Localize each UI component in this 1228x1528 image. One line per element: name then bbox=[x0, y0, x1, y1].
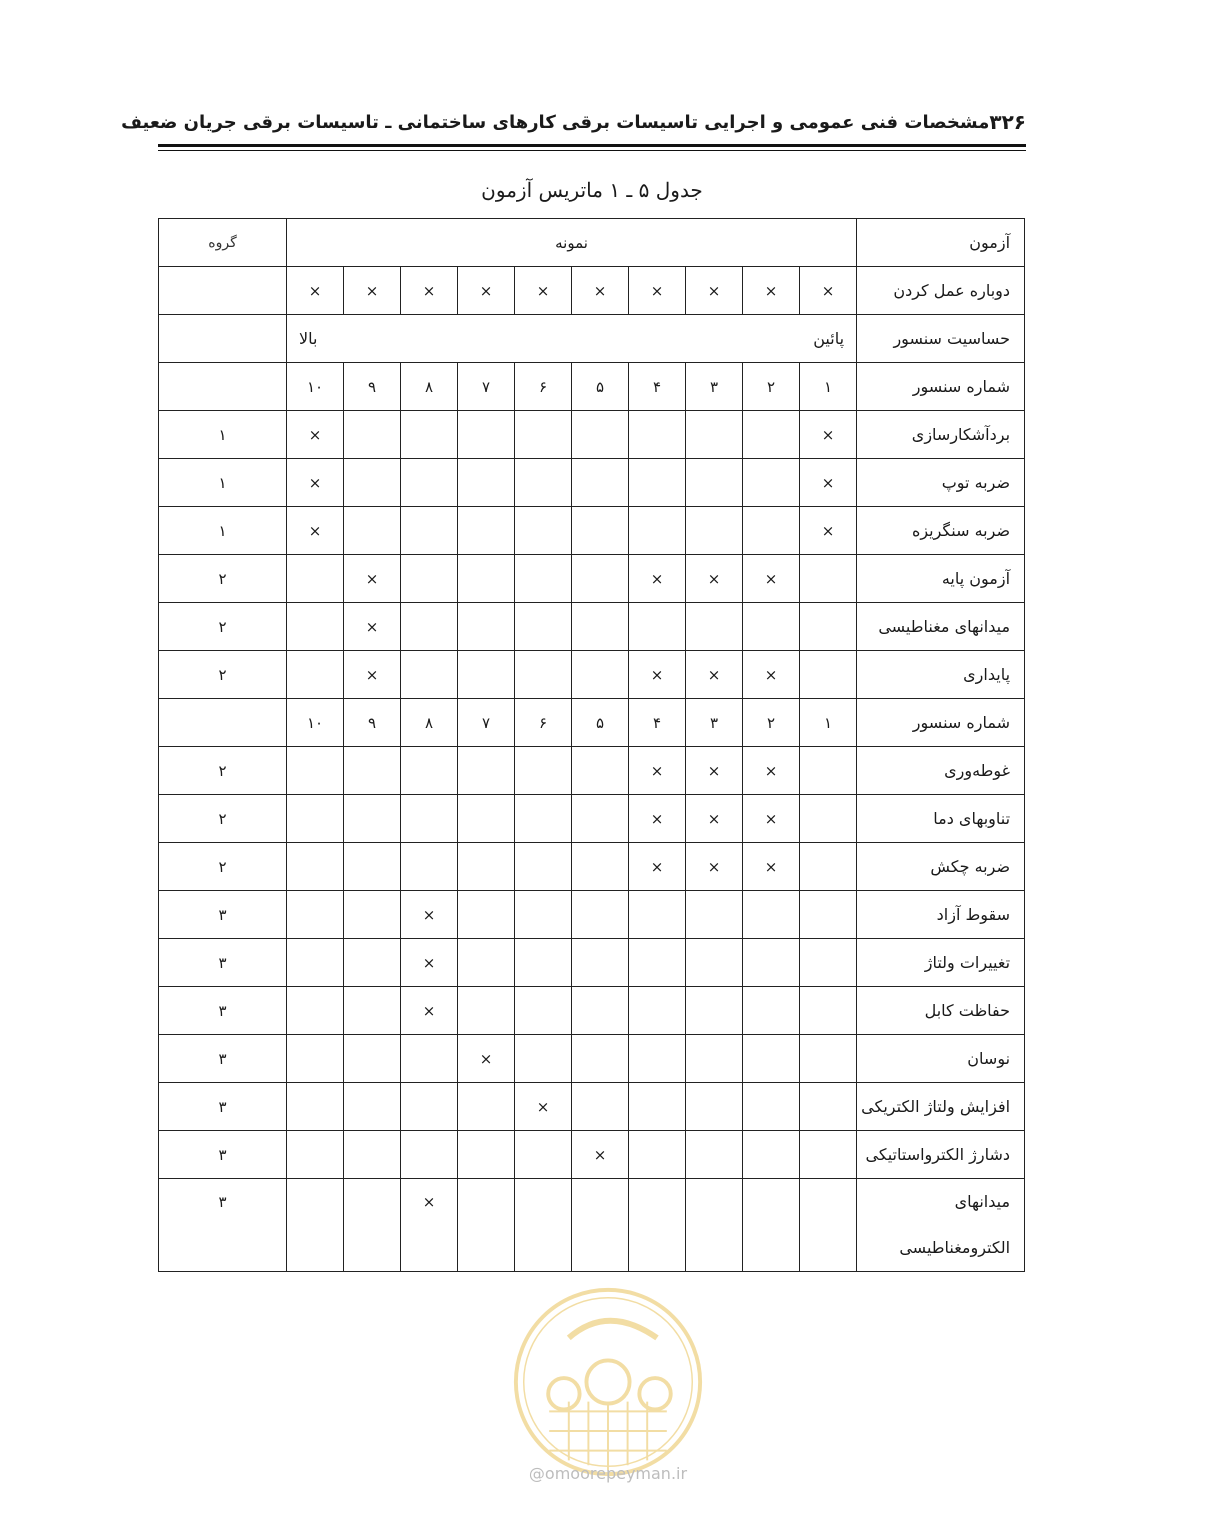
sensor-number-cell: ۹ bbox=[344, 363, 401, 411]
mark-cell bbox=[458, 1179, 515, 1272]
table-row bbox=[159, 267, 1025, 315]
mark-cell: × bbox=[344, 603, 401, 651]
running-title: مشخصات فنی عمومی و اجرایی تاسیسات برقی کارهای ساختمانی ـ تاسیسات برقی جریان ضعیف bbox=[121, 111, 990, 133]
mark-cell bbox=[344, 1179, 401, 1272]
mark-cell bbox=[800, 555, 857, 603]
mark-cell bbox=[287, 1131, 344, 1179]
mark-cell: × bbox=[287, 267, 344, 315]
mark-cell bbox=[287, 603, 344, 651]
mark-cell: × bbox=[515, 1083, 572, 1131]
row-label: نوسان bbox=[857, 1035, 1025, 1083]
row-label: پایداری bbox=[857, 651, 1025, 699]
group-cell bbox=[159, 363, 287, 411]
group-cell: ۳ bbox=[159, 1131, 287, 1179]
sensor-number-cell: ۶ bbox=[515, 699, 572, 747]
mark-cell bbox=[458, 507, 515, 555]
mark-cell: × bbox=[287, 459, 344, 507]
mark-cell bbox=[515, 555, 572, 603]
mark-cell bbox=[458, 795, 515, 843]
sensor-number-cell: ۶ bbox=[515, 363, 572, 411]
row-label: ضربه سنگریزه bbox=[857, 507, 1025, 555]
table-row bbox=[159, 507, 1025, 555]
mark-cell bbox=[287, 555, 344, 603]
group-cell: ۲ bbox=[159, 603, 287, 651]
sensor-number-cell: ۵ bbox=[572, 363, 629, 411]
row-label: دوباره عمل کردن bbox=[857, 267, 1025, 315]
mark-cell: × bbox=[629, 651, 686, 699]
mark-cell bbox=[401, 651, 458, 699]
mark-cell: × bbox=[458, 267, 515, 315]
mark-cell bbox=[458, 1131, 515, 1179]
mark-cell: × bbox=[287, 507, 344, 555]
group-cell: ۳ bbox=[159, 1083, 287, 1131]
mark-cell bbox=[287, 843, 344, 891]
mark-cell bbox=[515, 1179, 572, 1272]
mark-cell bbox=[515, 459, 572, 507]
group-cell: ۳ bbox=[159, 1035, 287, 1083]
row-label: ضربه چکش bbox=[857, 843, 1025, 891]
mark-cell bbox=[515, 843, 572, 891]
mark-cell: × bbox=[344, 267, 401, 315]
mark-cell bbox=[743, 1083, 800, 1131]
row-label-line: میدانهای bbox=[954, 1192, 1011, 1211]
mark-cell bbox=[800, 987, 857, 1035]
mark-cell bbox=[686, 987, 743, 1035]
mark-cell bbox=[743, 507, 800, 555]
row-label: بردآشکارسازی bbox=[857, 411, 1025, 459]
mark-cell bbox=[629, 411, 686, 459]
mark-cell: × bbox=[800, 267, 857, 315]
group-cell bbox=[159, 315, 287, 363]
sensitivity-high: بالا bbox=[299, 329, 318, 348]
mark-cell bbox=[515, 411, 572, 459]
group-cell: ۲ bbox=[159, 555, 287, 603]
mark-cell: × bbox=[344, 651, 401, 699]
group-cell bbox=[159, 267, 287, 315]
table-row bbox=[159, 411, 1025, 459]
row-label: آزمون پایه bbox=[857, 555, 1025, 603]
mark-cell: × bbox=[686, 651, 743, 699]
table-row bbox=[159, 1035, 1025, 1083]
mark-cell bbox=[572, 795, 629, 843]
mark-cell bbox=[686, 891, 743, 939]
mark-cell: × bbox=[629, 267, 686, 315]
mark-cell bbox=[686, 939, 743, 987]
sensor-number-cell: ۳ bbox=[686, 699, 743, 747]
mark-cell bbox=[800, 603, 857, 651]
mark-cell bbox=[800, 891, 857, 939]
row-label: حساسیت سنسور bbox=[857, 315, 1025, 363]
mark-cell: × bbox=[401, 267, 458, 315]
mark-cell bbox=[629, 987, 686, 1035]
table-row bbox=[159, 555, 1025, 603]
sensor-number-cell: ۵ bbox=[572, 699, 629, 747]
row-label: افزایش ولتاژ الکتریکی bbox=[857, 1083, 1025, 1131]
mark-cell: × bbox=[629, 555, 686, 603]
mark-cell bbox=[458, 1083, 515, 1131]
row-label: شماره سنسور bbox=[857, 699, 1025, 747]
mark-cell: × bbox=[401, 987, 458, 1035]
sensitivity-low: پائین bbox=[813, 329, 845, 348]
mark-cell bbox=[515, 1131, 572, 1179]
sensor-number-cell: ۷ bbox=[458, 363, 515, 411]
page-header bbox=[121, 104, 1026, 140]
mark-cell bbox=[344, 747, 401, 795]
group-cell: ۳ bbox=[159, 1179, 287, 1272]
mark-cell bbox=[743, 939, 800, 987]
sensor-number-row bbox=[159, 363, 1025, 411]
mark-cell bbox=[800, 1035, 857, 1083]
mark-cell: × bbox=[572, 267, 629, 315]
mark-cell bbox=[287, 747, 344, 795]
mark-cell bbox=[515, 1035, 572, 1083]
mark-cell bbox=[743, 459, 800, 507]
mark-cell bbox=[572, 1035, 629, 1083]
mark-cell bbox=[344, 507, 401, 555]
mark-cell bbox=[458, 987, 515, 1035]
footer-site-link[interactable]: @omoorepeyman.ir bbox=[528, 1464, 688, 1483]
row-label: میدانهای مغناطیسی bbox=[857, 603, 1025, 651]
mark-cell bbox=[629, 459, 686, 507]
mark-cell bbox=[572, 459, 629, 507]
sensor-number-cell: ۹ bbox=[344, 699, 401, 747]
mark-cell bbox=[572, 603, 629, 651]
group-cell: ۳ bbox=[159, 891, 287, 939]
mark-cell bbox=[401, 795, 458, 843]
mark-cell bbox=[458, 411, 515, 459]
mark-cell bbox=[344, 1083, 401, 1131]
mark-cell bbox=[344, 1035, 401, 1083]
mark-cell bbox=[287, 795, 344, 843]
mark-cell bbox=[686, 603, 743, 651]
mark-cell bbox=[401, 1083, 458, 1131]
mark-cell bbox=[401, 603, 458, 651]
table-row bbox=[159, 987, 1025, 1035]
mark-cell: × bbox=[686, 555, 743, 603]
mark-cell bbox=[401, 459, 458, 507]
mark-cell bbox=[515, 987, 572, 1035]
mark-cell: × bbox=[401, 891, 458, 939]
mark-cell: × bbox=[401, 1179, 458, 1272]
mark-cell bbox=[686, 411, 743, 459]
row-label: ضربه توپ bbox=[857, 459, 1025, 507]
mark-cell: × bbox=[686, 795, 743, 843]
mark-cell bbox=[686, 1035, 743, 1083]
mark-cell bbox=[629, 1035, 686, 1083]
row-label: تناوبهای دما bbox=[857, 795, 1025, 843]
mark-cell bbox=[629, 1083, 686, 1131]
mark-cell bbox=[401, 1131, 458, 1179]
mark-cell bbox=[800, 1083, 857, 1131]
mark-cell bbox=[458, 555, 515, 603]
mark-cell: × bbox=[401, 939, 458, 987]
mark-cell bbox=[629, 507, 686, 555]
mark-cell bbox=[572, 891, 629, 939]
sensor-number-cell: ۱ bbox=[800, 363, 857, 411]
mark-cell bbox=[287, 891, 344, 939]
mark-cell bbox=[686, 507, 743, 555]
mark-cell bbox=[686, 459, 743, 507]
mark-cell bbox=[686, 1131, 743, 1179]
row-label: شماره سنسور bbox=[857, 363, 1025, 411]
sensor-number-cell: ۸ bbox=[401, 699, 458, 747]
table-row bbox=[159, 459, 1025, 507]
header-sample: نمونه bbox=[287, 219, 857, 267]
table-row bbox=[159, 891, 1025, 939]
table-header-row bbox=[159, 219, 1025, 267]
mark-cell bbox=[800, 747, 857, 795]
mark-cell bbox=[287, 987, 344, 1035]
group-cell: ۲ bbox=[159, 747, 287, 795]
row-label-line: الکترومغناطیسی bbox=[899, 1238, 1011, 1257]
mark-cell bbox=[572, 507, 629, 555]
mark-cell: × bbox=[572, 1131, 629, 1179]
mark-cell bbox=[344, 987, 401, 1035]
mark-cell bbox=[629, 939, 686, 987]
mark-cell bbox=[743, 891, 800, 939]
table-row bbox=[159, 1083, 1025, 1131]
mark-cell bbox=[458, 459, 515, 507]
sensor-number-cell: ۴ bbox=[629, 699, 686, 747]
row-label: تغییرات ولتاژ bbox=[857, 939, 1025, 987]
mark-cell bbox=[743, 987, 800, 1035]
sensor-number-cell: ۱۰ bbox=[287, 699, 344, 747]
mark-cell bbox=[800, 843, 857, 891]
mark-cell: × bbox=[743, 843, 800, 891]
mark-cell: × bbox=[800, 459, 857, 507]
mark-cell: × bbox=[629, 795, 686, 843]
mark-cell bbox=[458, 747, 515, 795]
mark-cell bbox=[458, 939, 515, 987]
group-cell: ۳ bbox=[159, 987, 287, 1035]
mark-cell bbox=[743, 1131, 800, 1179]
mark-cell bbox=[572, 555, 629, 603]
table-row bbox=[159, 315, 1025, 363]
sensitivity-range bbox=[287, 315, 857, 363]
mark-cell: × bbox=[515, 267, 572, 315]
mark-cell bbox=[515, 747, 572, 795]
mark-cell: × bbox=[743, 651, 800, 699]
mark-cell bbox=[287, 1035, 344, 1083]
sensor-number-row bbox=[159, 699, 1025, 747]
sensor-number-cell: ۸ bbox=[401, 363, 458, 411]
mark-cell bbox=[515, 939, 572, 987]
mark-cell bbox=[572, 1179, 629, 1272]
sensor-number-cell: ۴ bbox=[629, 363, 686, 411]
group-cell: ۲ bbox=[159, 843, 287, 891]
mark-cell bbox=[458, 651, 515, 699]
mark-cell bbox=[572, 651, 629, 699]
mark-cell: × bbox=[629, 747, 686, 795]
mark-cell bbox=[515, 603, 572, 651]
header-group: گروه bbox=[159, 219, 287, 267]
sensor-number-cell: ۱۰ bbox=[287, 363, 344, 411]
mark-cell bbox=[629, 891, 686, 939]
sensor-number-cell: ۳ bbox=[686, 363, 743, 411]
publisher-stamp-icon bbox=[510, 1284, 706, 1480]
table-caption: جدول ۵ ـ ۱ ماتریس آزمون bbox=[481, 178, 703, 202]
mark-cell bbox=[458, 603, 515, 651]
mark-cell bbox=[686, 1083, 743, 1131]
mark-cell bbox=[515, 891, 572, 939]
mark-cell bbox=[572, 1083, 629, 1131]
mark-cell bbox=[515, 651, 572, 699]
row-label bbox=[857, 1179, 1025, 1272]
mark-cell bbox=[287, 939, 344, 987]
mark-cell bbox=[629, 603, 686, 651]
mark-cell: × bbox=[800, 411, 857, 459]
mark-cell bbox=[572, 747, 629, 795]
mark-cell bbox=[743, 603, 800, 651]
mark-cell: × bbox=[743, 555, 800, 603]
table-row bbox=[159, 939, 1025, 987]
header-test: آزمون bbox=[857, 219, 1025, 267]
mark-cell: × bbox=[800, 507, 857, 555]
group-cell: ۲ bbox=[159, 795, 287, 843]
mark-cell bbox=[515, 795, 572, 843]
mark-cell: × bbox=[629, 843, 686, 891]
mark-cell bbox=[401, 747, 458, 795]
mark-cell bbox=[287, 1083, 344, 1131]
mark-cell: × bbox=[458, 1035, 515, 1083]
mark-cell: × bbox=[686, 267, 743, 315]
table-row bbox=[159, 603, 1025, 651]
mark-cell: × bbox=[344, 555, 401, 603]
mark-cell bbox=[743, 1035, 800, 1083]
mark-cell bbox=[572, 987, 629, 1035]
mark-cell bbox=[344, 411, 401, 459]
mark-cell bbox=[572, 939, 629, 987]
mark-cell bbox=[344, 459, 401, 507]
mark-cell: × bbox=[743, 795, 800, 843]
mark-cell bbox=[344, 939, 401, 987]
page-number: ۳۲۶ bbox=[989, 110, 1026, 134]
mark-cell bbox=[800, 1179, 857, 1272]
mark-cell bbox=[344, 891, 401, 939]
table-row bbox=[159, 747, 1025, 795]
mark-cell: × bbox=[686, 843, 743, 891]
table-row bbox=[159, 1179, 1025, 1272]
table-row bbox=[159, 843, 1025, 891]
mark-cell bbox=[686, 1179, 743, 1272]
header-rule-thin bbox=[158, 150, 1026, 151]
mark-cell bbox=[344, 795, 401, 843]
mark-cell bbox=[800, 939, 857, 987]
group-cell bbox=[159, 699, 287, 747]
mark-cell bbox=[344, 843, 401, 891]
test-matrix-table bbox=[158, 218, 1025, 1272]
mark-cell bbox=[401, 843, 458, 891]
sensor-number-cell: ۷ bbox=[458, 699, 515, 747]
mark-cell bbox=[572, 843, 629, 891]
mark-cell: × bbox=[743, 747, 800, 795]
mark-cell bbox=[629, 1179, 686, 1272]
mark-cell: × bbox=[287, 411, 344, 459]
mark-cell bbox=[743, 411, 800, 459]
group-cell: ۲ bbox=[159, 651, 287, 699]
group-cell: ۱ bbox=[159, 459, 287, 507]
mark-cell bbox=[458, 891, 515, 939]
group-cell: ۱ bbox=[159, 507, 287, 555]
mark-cell bbox=[800, 651, 857, 699]
sensor-number-cell: ۲ bbox=[743, 363, 800, 411]
mark-cell bbox=[344, 1131, 401, 1179]
sensor-number-cell: ۱ bbox=[800, 699, 857, 747]
mark-cell bbox=[458, 843, 515, 891]
row-label: حفاظت کابل bbox=[857, 987, 1025, 1035]
mark-cell bbox=[287, 651, 344, 699]
mark-cell bbox=[515, 507, 572, 555]
mark-cell: × bbox=[743, 267, 800, 315]
table-row bbox=[159, 1131, 1025, 1179]
group-cell: ۳ bbox=[159, 939, 287, 987]
table-row bbox=[159, 795, 1025, 843]
mark-cell bbox=[800, 1131, 857, 1179]
mark-cell bbox=[743, 1179, 800, 1272]
mark-cell bbox=[401, 555, 458, 603]
header-rule bbox=[158, 144, 1026, 147]
mark-cell bbox=[401, 411, 458, 459]
mark-cell bbox=[629, 1131, 686, 1179]
row-label: دشارژ الکترواستاتیکی bbox=[857, 1131, 1025, 1179]
mark-cell: × bbox=[686, 747, 743, 795]
mark-cell bbox=[572, 411, 629, 459]
mark-cell bbox=[287, 1179, 344, 1272]
mark-cell bbox=[401, 507, 458, 555]
mark-cell bbox=[401, 1035, 458, 1083]
table-row bbox=[159, 651, 1025, 699]
row-label: سقوط آزاد bbox=[857, 891, 1025, 939]
sensor-number-cell: ۲ bbox=[743, 699, 800, 747]
row-label: غوطه‌وری bbox=[857, 747, 1025, 795]
mark-cell bbox=[800, 795, 857, 843]
group-cell: ۱ bbox=[159, 411, 287, 459]
